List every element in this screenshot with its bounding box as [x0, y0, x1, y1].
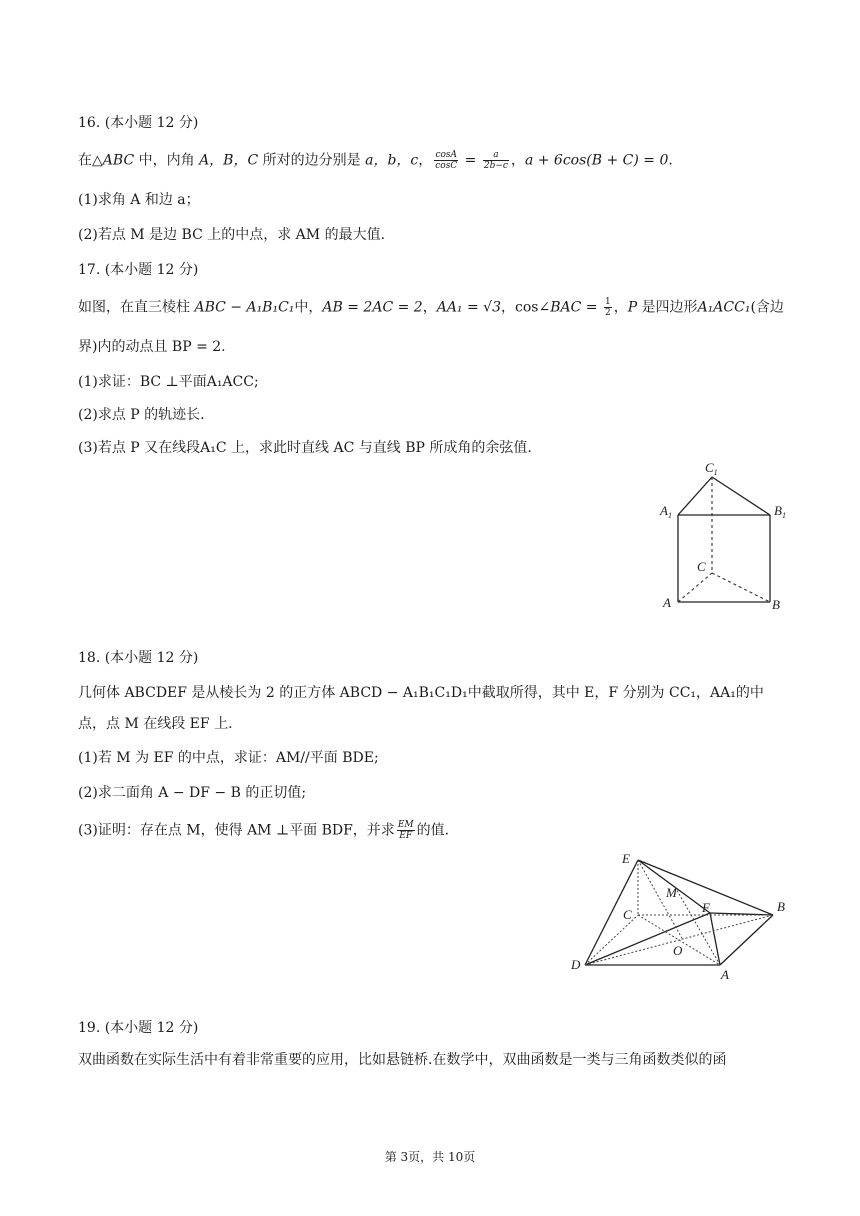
q17-part3: (3)若点 P 又在线段A₁C 上，求此时直线 AC 与直线 BP 所成角的余弦值. [78, 440, 532, 456]
label-E: E [622, 851, 630, 866]
label-C: C [623, 907, 632, 922]
q18-stem-line1: 几何体 ABCDEF 是从棱长为 2 的正方体 ABCD − A₁B₁C₁D₁中截取所得，其中 E，F 分别为 CC₁，AA₁的中 [78, 685, 764, 701]
label-M: M [666, 885, 677, 900]
label-D: D [571, 957, 581, 972]
fraction-side: $\frac{a}{2b-c}$ [483, 150, 508, 171]
q18-stem-line2: 点，点 M 在线段 EF 上. [78, 716, 233, 732]
q16-part1: (1)求角 A 和边 a； [78, 192, 200, 208]
label-A: A [663, 595, 671, 610]
label-B1: $B_1$ [774, 503, 786, 520]
q16-part2: (2)若点 M 是边 BC 上的中点，求 AM 的最大值. [78, 227, 386, 243]
q17-stem-line1: 如图，在直三棱柱 ABC − A₁B₁C₁中，AB = 2AC = 2，AA₁ = √3，cos∠BAC = $\frac{1}{2}$ ，P 是四边形A₁ACC₁(含边 [78, 297, 784, 318]
fraction-cos: $\frac{\cos A}{\cos C}$ [435, 150, 458, 171]
q18-part1: (1)若 M 为 EF 的中点，求证：AM//平面 BDE; [78, 750, 379, 766]
q17-header: 17. (本小题 12 分) [78, 262, 199, 278]
label-C1: $C_1$ [705, 460, 718, 477]
fraction-em-ef: $\frac{EM}{EF}$ [397, 820, 414, 841]
solid-figure [565, 845, 795, 985]
q16-stem: 在△ABC 中，内角 A，B，C 所对的边分别是 a，b，c， $\frac{\cos A}{\cos C}$ = $\frac{a}{2b-c}$ ，a + 6cos(B + C) = 0. [78, 150, 673, 171]
label-C: C [697, 559, 706, 574]
q17-part2: (2)求点 P 的轨迹长. [78, 407, 205, 423]
q19-header: 19. (本小题 12 分) [78, 1020, 199, 1036]
label-B: B [777, 899, 785, 914]
q16-header: 16. (本小题 12 分) [78, 115, 199, 131]
label-B: B [772, 597, 780, 612]
q19-stem-line1: 双曲函数在实际生活中有着非常重要的应用，比如悬链桥.在数学中，双曲函数是一类与三角函数类似的函 [78, 1052, 727, 1068]
q17-part1: (1)求证：BC ⊥平面A₁ACC; [78, 374, 259, 390]
label-F: F [702, 900, 710, 915]
label-A: A [721, 967, 729, 982]
label-O: O [673, 943, 683, 958]
q17-stem-line2: 界)内的动点且 BP = 2. [78, 339, 226, 355]
q18-part2: (2)求二面角 A − DF − B 的正切值; [78, 785, 307, 801]
q18-part3: (3)证明：存在点 M，使得 AM ⊥平面 BDF，并求 $\frac{EM}{EF}$ 的值. [78, 820, 450, 841]
q18-header: 18. (本小题 12 分) [78, 650, 199, 666]
page-footer: 第 3页，共 10页 [384, 1150, 476, 1164]
label-A1: $A_1$ [660, 503, 672, 520]
fraction-half: $\frac{1}{2}$ [604, 297, 611, 318]
prism-figure [650, 455, 800, 615]
